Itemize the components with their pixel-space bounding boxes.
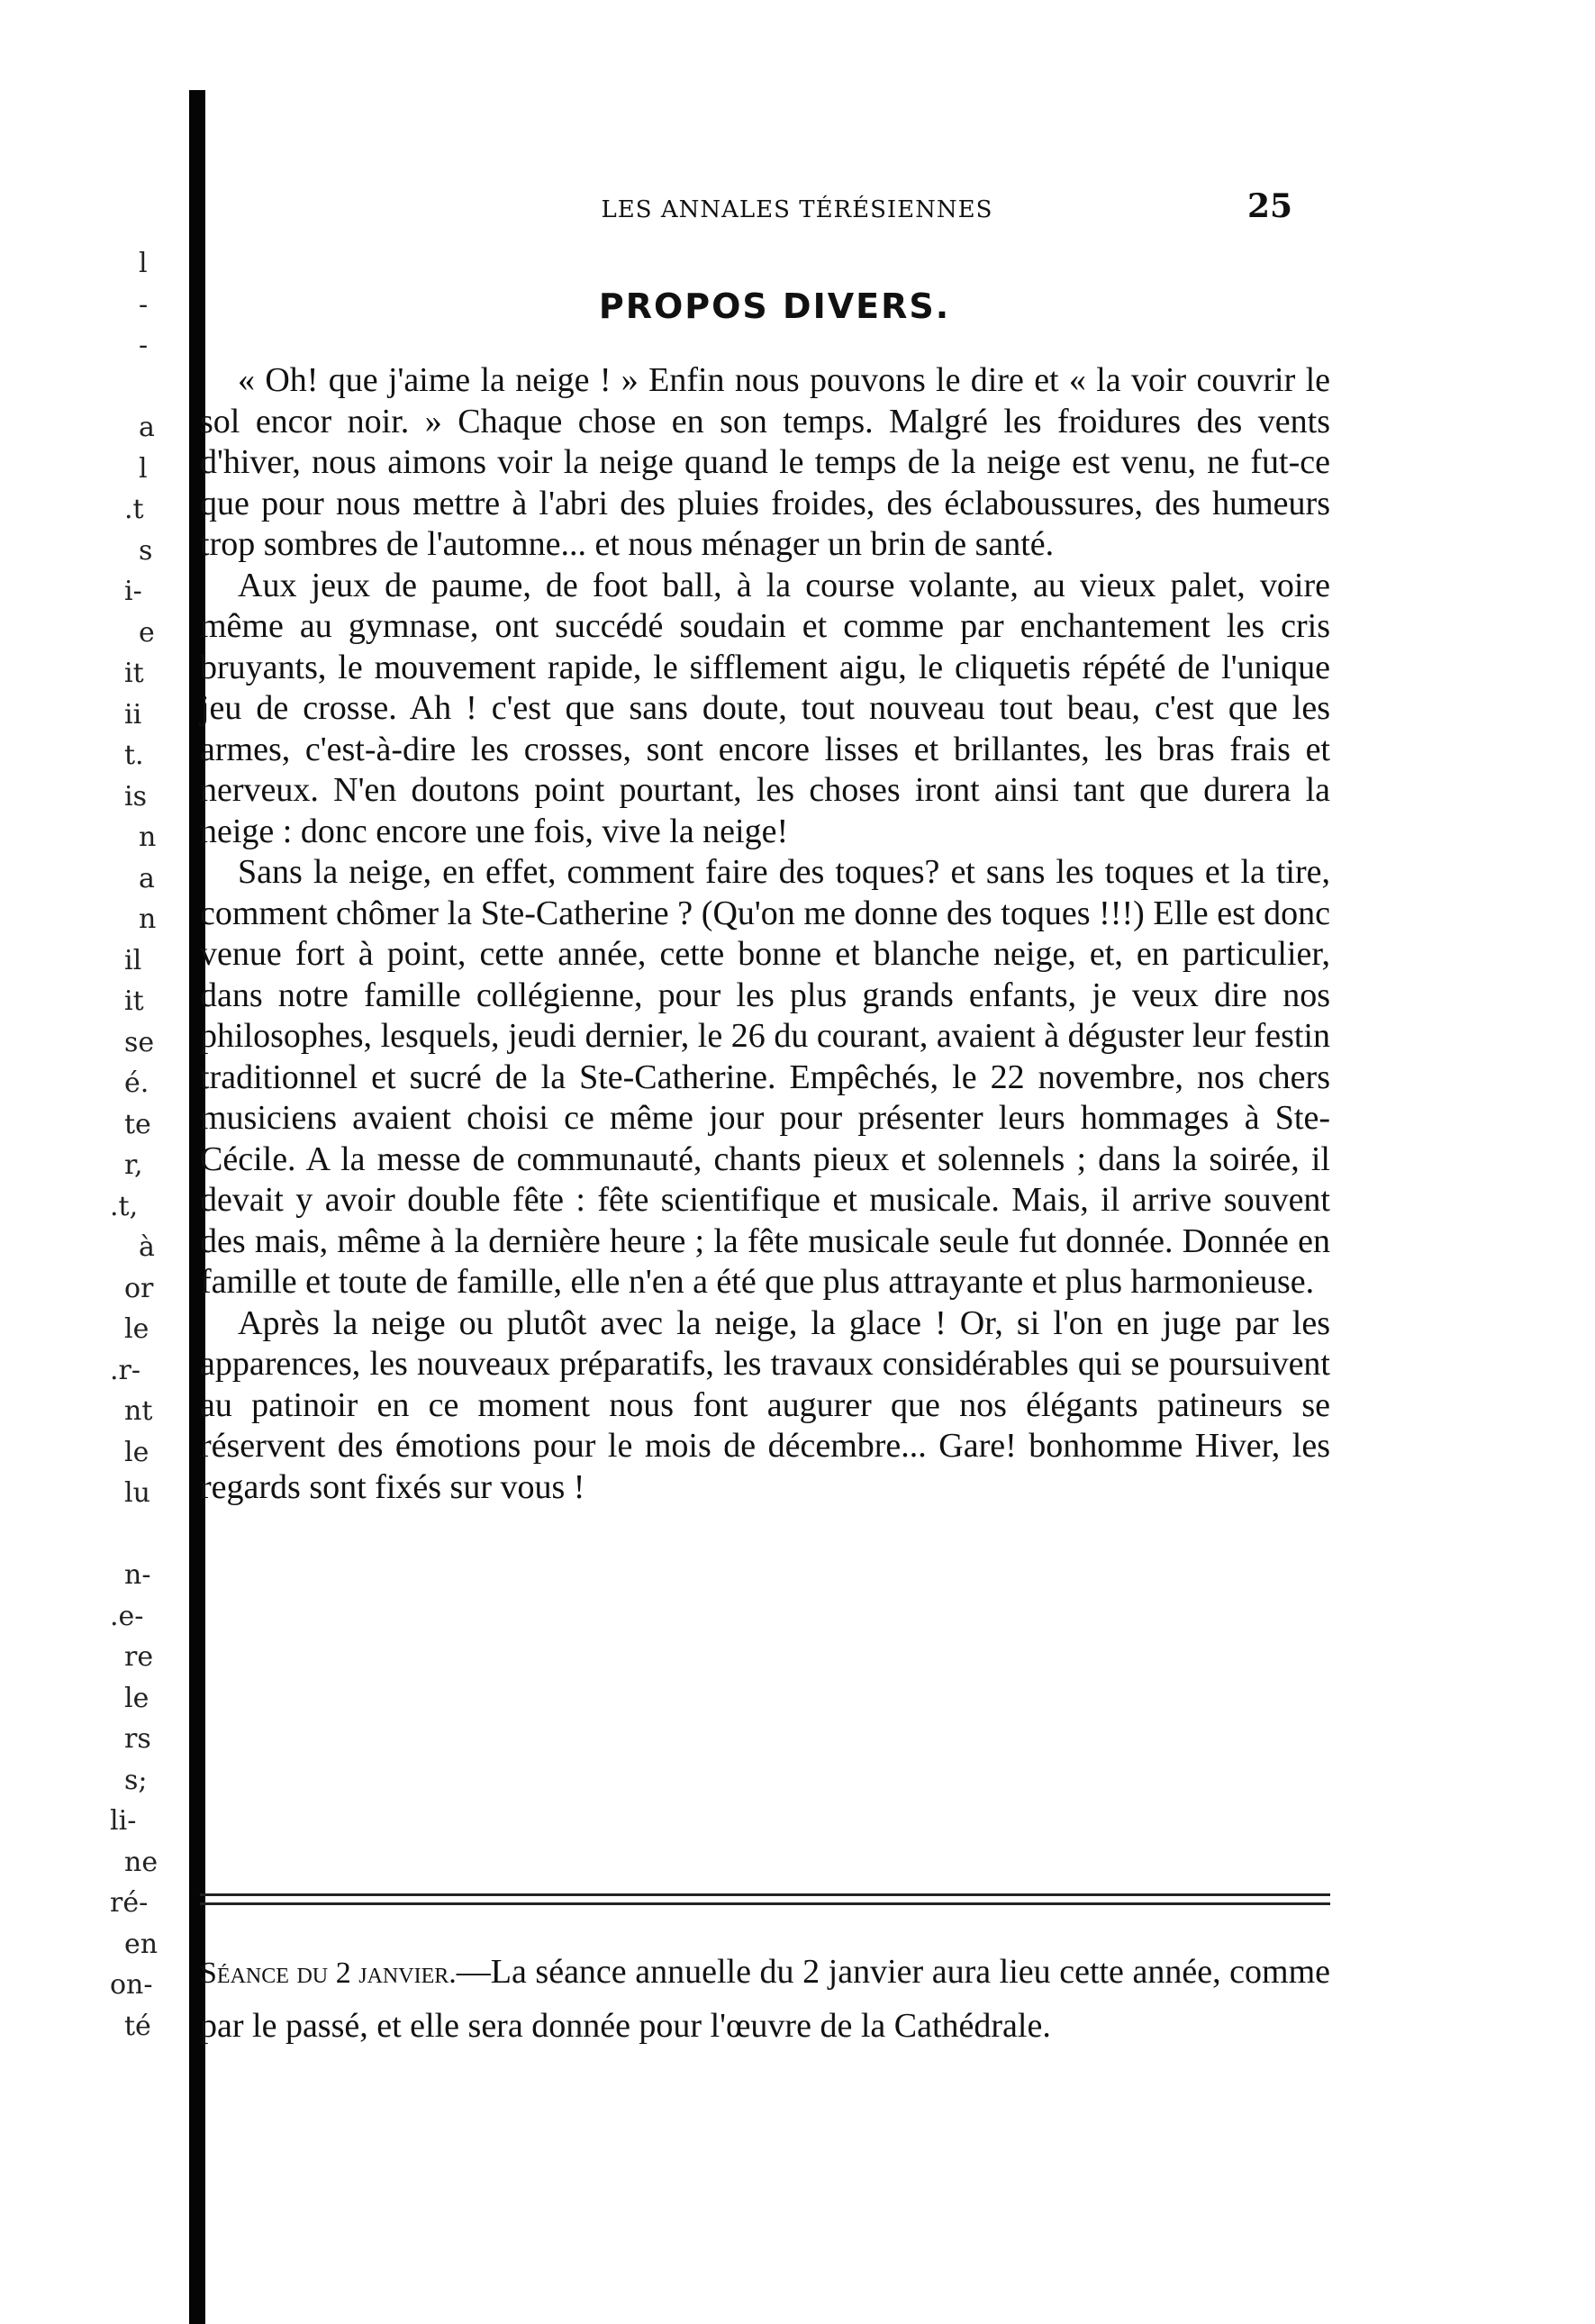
notice-text: —La séance annuelle du 2 janvier aura lieu cette année, comme par le passé, et elle sera donnée pour l'œuvre de la Cathédrale. <box>200 1953 1331 2045</box>
gutter-line: lu <box>124 1477 150 1509</box>
paragraph-3: Sans la neige, en effet, comment faire des toques? et sans les toques et la tire, comment chômer la Ste-Catherine ? (Qu'on me donne des toques !!!) Elle est donc venue fort à point, cette année, cette bonne et blanche neige, et, en particulier, dans notre famille collégienne, pour les plus grands enfants, je veux dire nos philosophes, lesquels, jeudi dernier, le 26 du courant, avaient à déguster leur festin traditionnel et sucré de la Ste-Catherine. Empêchés, le 22 novembre, nos chers musiciens avaient choisi ce même jour pour présenter leurs hommages à Ste-Cécile. A la messe de communauté, chants pieux et solennels ; dans la soirée, il devait y avoir double fête : fête scientifique et musicale. Mais, il arrive souvent des mais, même à la dernière heure ; la fête musicale seule fut donnée. Donnée en famille et toute de famille, elle n'en a été que plus attrayante et plus harmonieuse. <box>200 853 1330 1301</box>
gutter-line: l <box>139 248 148 279</box>
gutter-line: .e- <box>110 1600 144 1632</box>
gutter-line: - <box>139 288 149 321</box>
gutter-line: ne <box>124 1846 159 1878</box>
gutter-line: .t <box>124 494 144 525</box>
gutter-line: ii <box>124 698 142 731</box>
section-divider-top <box>200 1893 1330 1896</box>
gutter-line: it <box>124 658 144 689</box>
gutter-line <box>0 367 180 408</box>
gutter-line: t. <box>124 740 144 771</box>
facing-page-margin-text <box>0 243 180 2047</box>
running-head: LES ANNALES TÉRÉSIENNES <box>601 196 993 223</box>
page-number: 25 <box>1247 187 1293 225</box>
gutter-line: or <box>124 1272 154 1304</box>
paragraph-1: « Oh! que j'aime la neige ! » Enfin nous pouvons le dire et « la voir couvrir le sol encor noir. » Chaque chose en son temps. Malgré les froidures des vents d'hiver, nous aimons voir la neige quand le temps de la neige est venu, ne fut-ce que pour nous mettre à l'abri des pluies froides, des éclaboussures, des humeurs trop sombres de l'automne... et nous ménager un brin de santé. <box>200 361 1330 563</box>
gutter-line: re <box>124 1641 154 1673</box>
notice-head: Séance du 2 janvier. <box>200 1956 457 1990</box>
gutter-line: e <box>139 616 155 649</box>
article-title: PROPOS DIVERS. <box>598 286 951 326</box>
paragraph-2: Aux jeux de paume, de foot ball, à la course volante, au vieux palet, voire même au gymnase, ont succédé soudain et comme par enchantement les cris bruyants, le mouvement rapide, le sifflement aigu, le cliquetis répété de l'unique jeu de crosse. Ah ! c'est que sans doute, tout nouveau tout beau, c'est que les armes, c'est-à-dire les crosses, sont encore lisses et brillantes, les bras frais et nerveux. N'en doutons point pourtant, les choses iront ainsi tant que durera la neige : donc encore une fois, vive la neige! <box>200 566 1330 850</box>
gutter-line: il <box>124 944 142 976</box>
gutter-line: le <box>124 1682 150 1714</box>
gutter-line: n <box>139 903 157 935</box>
gutter-line: n <box>139 822 157 853</box>
article-body <box>200 360 1330 1508</box>
gutter-line: .r- <box>110 1354 141 1386</box>
gutter-line: li- <box>110 1805 137 1837</box>
gutter-line: i- <box>124 576 142 607</box>
gutter-line: is <box>124 780 147 812</box>
gutter-line: à <box>139 1231 155 1263</box>
gutter-line: le <box>124 1313 150 1345</box>
gutter-line: té <box>124 2010 151 2042</box>
gutter-line: it <box>124 985 144 1017</box>
gutter-line: l <box>139 452 148 485</box>
gutter-line: a <box>139 412 155 443</box>
paragraph-4: Après la neige ou plutôt avec la neige, la glace ! Or, si l'on en juge par les apparences, les nouveaux préparatifs, les travaux considérables qui se poursuivent au patinoir en ce moment nous font augurer que nos élégants patineurs se réservent des émotions pour le mois de décembre... Gare! bonhomme Hiver, les regards sont fixés sur vous ! <box>200 1303 1330 1506</box>
gutter-line: ré- <box>110 1887 149 1919</box>
gutter-line: s; <box>124 1764 148 1796</box>
gutter-line: r, <box>124 1149 143 1181</box>
gutter-line: .t, <box>110 1190 139 1222</box>
gutter-line: on- <box>110 1969 153 2001</box>
gutter-line: - <box>139 330 149 361</box>
gutter-line <box>0 1514 180 1556</box>
notice-paragraph <box>200 1946 1330 2052</box>
gutter-line: nt <box>124 1395 153 1427</box>
gutter-line: se <box>124 1026 155 1058</box>
gutter-line: n- <box>124 1559 151 1591</box>
gutter-line: é. <box>124 1067 150 1099</box>
gutter-line: en <box>124 1928 159 1960</box>
gutter-line: a <box>139 862 155 894</box>
section-divider-bottom <box>200 1902 1330 1905</box>
gutter-line: te <box>124 1108 151 1140</box>
gutter-line: le <box>124 1436 150 1468</box>
gutter-line: rs <box>124 1723 151 1755</box>
gutter-line: s <box>139 534 153 567</box>
